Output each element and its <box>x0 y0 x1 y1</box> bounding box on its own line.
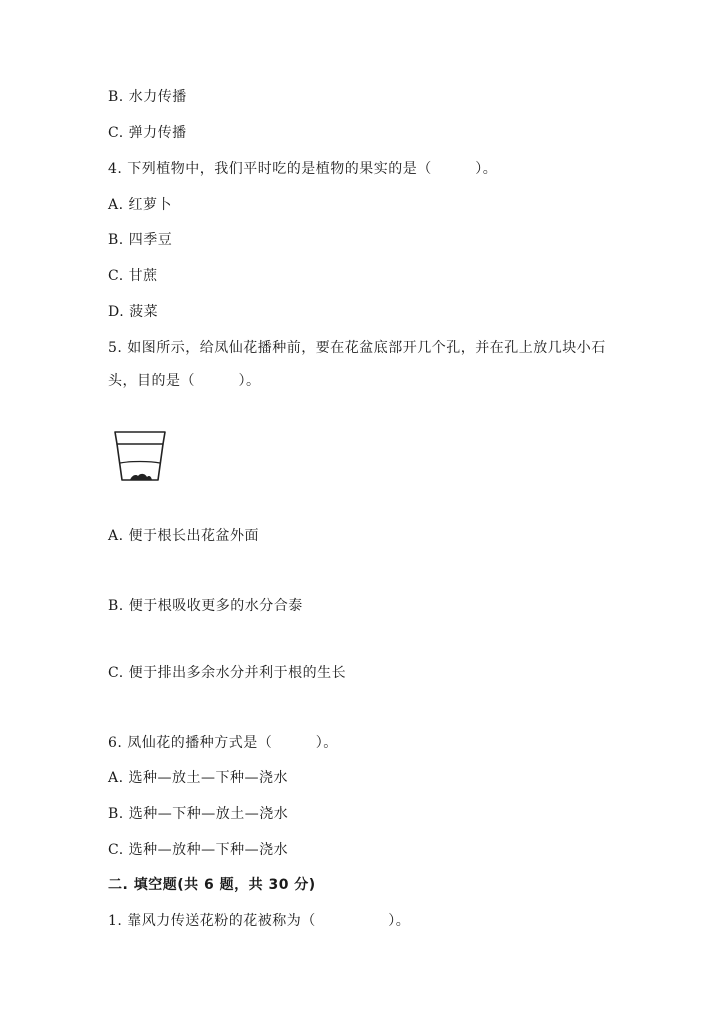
section-heading: 二. 填空题(共 6 题，共 30 分) <box>108 877 316 893</box>
section-2-question-1: 1. 靠风力传送花粉的花被称为（ ）。 <box>108 913 411 929</box>
question-5-option-a: A. 便于根长出花盆外面 <box>108 528 260 544</box>
flower-pot-icon <box>112 428 168 484</box>
question-5-option-b: B. 便于根吸收更多的水分合泰 <box>108 598 303 614</box>
question-4-option-a: A. 红萝卜 <box>108 197 173 213</box>
question-3-option-c: C. 弹力传播 <box>108 125 187 141</box>
question-5-stem-line-1: 5. 如图所示，给凤仙花播种前，要在花盆底部开几个孔，并在孔上放几块小石 <box>108 340 606 356</box>
question-6-option-a: A. 选种—放土—下种—浇水 <box>108 770 289 786</box>
question-4-option-b: B. 四季豆 <box>108 232 173 248</box>
question-6-option-c: C. 选种—放种—下种—浇水 <box>108 842 289 858</box>
question-5-option-c: C. 便于排出多余水分并利于根的生长 <box>108 665 347 681</box>
question-5-stem-line-2: 头，目的是（ ）。 <box>108 373 261 389</box>
question-6-option-b: B. 选种—下种—放土—浇水 <box>108 806 289 822</box>
question-3-option-b: B. 水力传播 <box>108 89 187 105</box>
question-4-option-d: D. 菠菜 <box>108 304 159 320</box>
question-4-option-c: C. 甘蔗 <box>108 268 158 284</box>
question-4-stem: 4. 下列植物中，我们平时吃的是植物的果实的是（ ）。 <box>108 161 498 177</box>
question-6-stem: 6. 凤仙花的播种方式是（ ）。 <box>108 735 338 751</box>
